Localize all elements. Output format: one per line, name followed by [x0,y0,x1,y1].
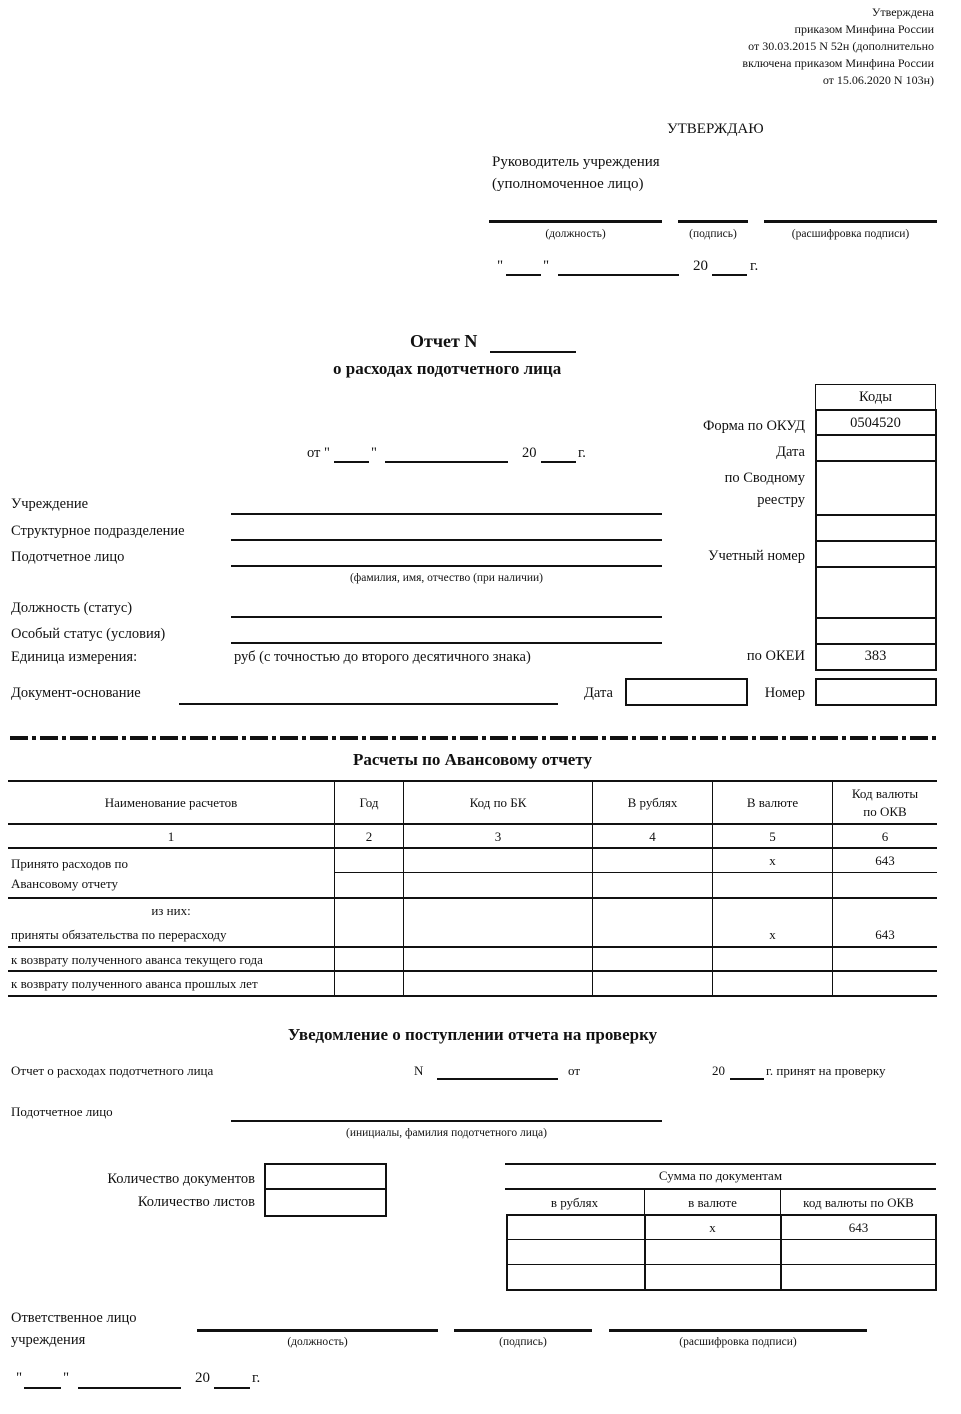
doc-count-label: Количество документов [107,1171,255,1187]
sheet-count-field[interactable] [267,1191,384,1213]
notice-year-field[interactable] [730,1078,764,1080]
report-date-prefix: от " [307,445,330,461]
col-number: 5 [769,829,776,844]
basis-doc-label: Документ-основание [11,685,141,701]
notice-accountable-caption: (инициалы, фамилия подотчетного лица) [346,1127,547,1139]
responsible-label-2: учреждения [11,1332,86,1348]
report-subtitle: о расходах подотчетного лица [333,359,562,378]
special-status-label: Особый статус (условия) [11,626,166,642]
basis-date-field[interactable] [625,678,748,706]
report-day-field[interactable] [334,461,369,463]
caption-decode: (расшифровка подписи) [679,1336,797,1348]
date-label: Дата [776,444,805,460]
caption-position: (должность) [545,228,606,240]
registry-code-cell[interactable] [817,463,935,513]
cut-line-separator [10,736,936,740]
approver-role-note: (уполномоченное лицо) [492,176,644,192]
sum-col-currency: в валюте [688,1195,737,1210]
approval-note-line: Утверждена [871,5,934,19]
approver-decode-field[interactable] [764,220,937,223]
approve-title: УТВЕРЖДАЮ [667,121,764,137]
position-field[interactable] [231,616,662,618]
basis-doc-field[interactable] [179,703,558,705]
report-month-field[interactable] [385,461,508,463]
approve-day-field[interactable] [506,274,541,276]
responsible-year-field[interactable] [214,1387,250,1389]
quote-open: " [16,1370,23,1386]
subdivision-field[interactable] [231,539,662,541]
subdivision-label: Структурное подразделение [11,523,185,539]
table-row-label: к возврату полученного аванса прошлых лет [11,976,258,991]
responsible-label: Ответственное лицо [11,1310,137,1326]
notice-report-label: Отчет о расходах подотчетного лица [11,1063,214,1078]
responsible-position-field[interactable] [197,1329,438,1332]
col-header-year: Год [359,795,379,810]
institution-label: Учреждение [11,496,89,512]
account-number-cell[interactable] [817,543,935,567]
institution-field[interactable] [231,513,662,515]
approval-note-line: от 30.03.2015 N 52н (дополнительно [748,39,934,53]
report-year-suffix: г. [578,445,586,461]
unit-value: руб (с точностью до второго десятичного знака) [234,649,531,665]
row-label: Принято расходов по [11,856,128,871]
report-year-field[interactable] [541,461,576,463]
notice-number-field[interactable] [437,1078,558,1080]
number-label: Номер [764,685,805,701]
sum-col-rubles: в рублях [550,1195,599,1210]
responsible-decode-field[interactable] [609,1329,867,1332]
number-field[interactable] [815,678,937,706]
notice-year-prefix: 20 [712,1063,725,1078]
responsible-day-field[interactable] [24,1387,61,1389]
accountable-label: Подотчетное лицо [11,549,125,565]
notice-accountable-label: Подотчетное лицо [11,1104,113,1119]
okud-label: Форма по ОКУД [702,418,805,434]
codes-header: Коды [815,384,936,410]
col-number: 2 [365,829,373,844]
report-year-prefix: 20 [522,445,537,461]
year-suffix: г. [750,258,759,274]
approval-note-line: от 15.06.2020 N 103н) [822,73,934,87]
okud-value[interactable]: 0504520 [850,415,901,431]
approve-year-field[interactable] [712,274,747,276]
row-label-2: Авансовому отчету [11,876,118,891]
col-header-name: Наименование расчетов [104,795,238,810]
notice-n-label: N [414,1063,424,1078]
col-header-okv: Код валюты [851,786,919,801]
row-label-2: приняты обязательства по перерасходу [11,927,227,942]
position-label: Должность (статус) [11,600,133,616]
date-code-cell[interactable] [817,437,935,461]
year-suffix: г. [252,1370,261,1386]
caption-decode: (расшифровка подписи) [791,228,910,240]
row-label: из них: [151,903,191,918]
account-number-label: Учетный номер [708,548,805,564]
currency-cell: x [769,927,776,942]
report-number-field[interactable] [490,351,576,353]
col-header-currency: В валюте [746,795,799,810]
notice-title: Уведомление о поступлении отчета на проверку [287,1025,658,1044]
sum-okv-code-cell: 643 [848,1220,869,1235]
sum-col-okv: код валюты по ОКВ [803,1195,914,1210]
col-header-rubles: В рублях [627,795,678,810]
notice-accountable-field[interactable] [231,1120,662,1122]
year-prefix: 20 [195,1370,210,1386]
currency-cell: x [769,853,776,868]
okv-code-cell: 643 [875,853,895,868]
approval-note-line: приказом Минфина России [794,22,934,36]
basis-date-label: Дата [584,685,613,701]
approver-signature-field[interactable] [678,220,748,223]
col-number: 3 [494,829,502,844]
quote-close: " [63,1370,70,1386]
approver-role: Руководитель учреждения [492,154,660,170]
accountable-caption: (фамилия, имя, отчество (при наличии) [349,572,544,584]
notice-from-label: от [568,1063,581,1078]
quote-close: " [543,258,550,274]
col-number: 6 [881,829,889,844]
registry-label-2: реестру [757,492,805,508]
special-status-field[interactable] [231,642,662,644]
okv-code-cell: 643 [875,927,895,942]
doc-count-field[interactable] [267,1166,384,1187]
caption-signature: (подпись) [689,228,737,240]
responsible-signature-field[interactable] [454,1329,592,1332]
sheet-count-label: Количество листов [137,1194,255,1210]
report-title: Отчет N [410,331,478,351]
year-prefix: 20 [693,258,708,274]
col-header-bk-code: Код по БК [469,795,527,810]
col-number: 1 [167,829,175,844]
col-number: 4 [649,829,656,844]
report-date-quote: " [371,445,377,461]
caption-signature: (подпись) [499,1336,547,1348]
table-row-label: к возврату полученного аванса текущего года [11,952,263,967]
notice-accepted-label: г. принят на проверку [766,1063,886,1078]
caption-position: (должность) [287,1336,348,1348]
quote-open: " [497,258,504,274]
settlements-title: Расчеты по Авансовому отчету [353,750,592,769]
okei-value[interactable]: 383 [864,648,887,664]
approve-month-field[interactable] [558,274,679,276]
col-header-okv-2: по ОКВ [863,804,907,819]
sum-header: Сумма по документам [658,1168,783,1183]
registry-label: по Сводному [724,470,805,486]
approval-note-line: включена приказом Минфина России [742,56,934,70]
sum-currency-cell: x [709,1220,716,1235]
responsible-month-field[interactable] [78,1387,181,1389]
unit-label: Единица измерения: [11,649,138,665]
accountable-field[interactable] [231,565,662,567]
okei-label: по ОКЕИ [746,648,805,664]
approver-position-field[interactable] [489,220,662,223]
